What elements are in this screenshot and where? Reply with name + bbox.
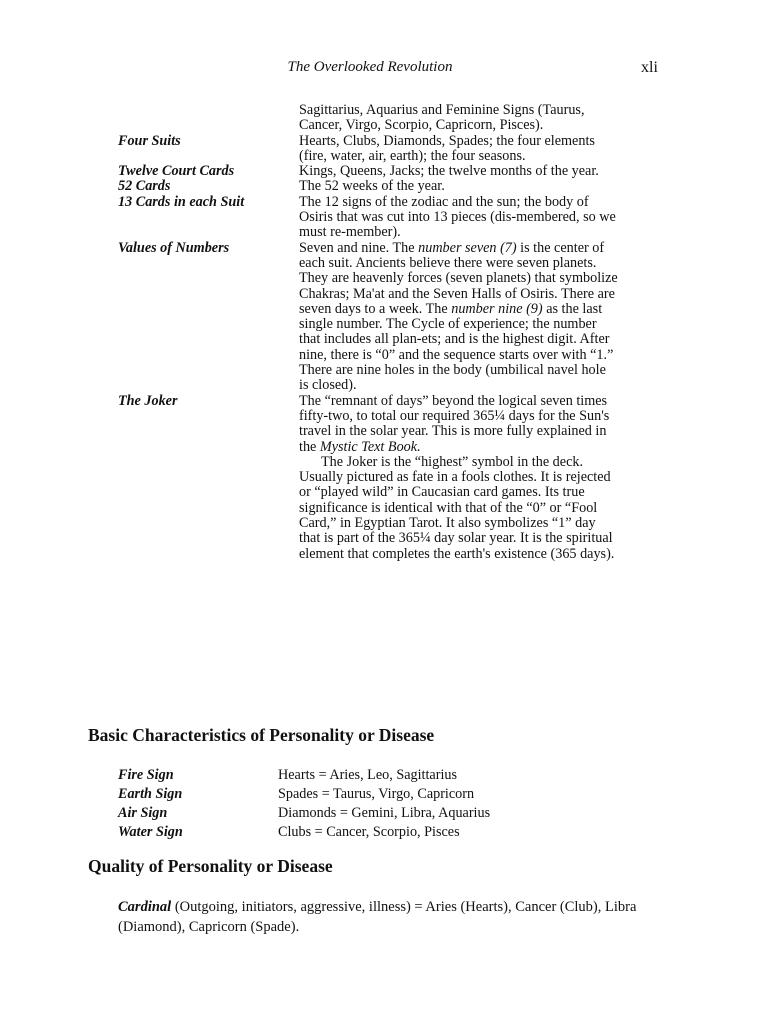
definition-row (118, 241, 618, 394)
definition-row (118, 134, 618, 165)
quality-text: (Outgoing, initiators, aggressive, illness) = Aries (Hearts), Cancer (Club), Libra (Diamond), Capricorn (Spade). (118, 899, 637, 935)
definition-term: Twelve Court Cards (118, 163, 235, 180)
definition-description (299, 241, 618, 394)
definition-term: 52 Cards (118, 178, 171, 195)
sign-name: Fire Sign (118, 767, 174, 783)
text-run: The “remnant of days” beyond the logical seven times fifty-two, to total our required 365¼ days for the Sun's travel in the solar year. This is more fully explained in the (299, 392, 610, 455)
text-run: Seven and nine. The (299, 239, 419, 256)
definition-text: The 12 signs of the zodiac and the sun; the body of Osiris that was cut into 13 pieces (dis-membered, so we must re-member). (299, 193, 616, 241)
definition-description (299, 134, 618, 165)
sign-row (118, 804, 618, 823)
italic-run: Mystic Text Book. (319, 438, 421, 455)
running-header-title: The Overlooked Revolution (287, 59, 453, 75)
definition-term: Four Suits (118, 132, 181, 149)
sign-value: Hearts = Aries, Leo, Sagittarius (278, 767, 457, 783)
sign-row (118, 823, 618, 842)
sign-row (118, 785, 618, 804)
italic-run: number nine (9) (451, 300, 543, 317)
definition-term (118, 103, 299, 134)
section-heading-basic-characteristics: Basic Characteristics of Personality or Disease (88, 725, 435, 745)
definition-description (299, 164, 618, 179)
definition-description (299, 103, 618, 134)
quality-paragraph (118, 897, 658, 937)
sign-name: Earth Sign (118, 786, 183, 802)
text-run: is the center of each suit. Ancients believe there were seven planets. They are heavenly forces (seven planets) that symbolize Chakras; Ma'at and the Seven Halls of Osiris. There are seven days to a week. The (299, 239, 618, 317)
quality-term: Cardinal (118, 899, 172, 915)
definition-row (118, 394, 618, 562)
definition-row (118, 195, 618, 241)
definition-row (118, 103, 618, 134)
definition-text: Hearts, Clubs, Diamonds, Spades; the four elements (fire, water, air, earth); the four seasons. (299, 132, 595, 164)
definition-text: The 52 weeks of the year. (299, 178, 445, 195)
sign-value: Clubs = Cancer, Scorpio, Pisces (278, 824, 460, 840)
definition-text: Kings, Queens, Jacks; the twelve months of the year. (299, 163, 599, 180)
definition-text: The Joker is the “highest” symbol in the deck. Usually pictured as fate in a fools clothes. It is rejected or “played wild” in Caucasian card games. Its true significance is identical with that of the “0” or “Fool Card,” in Egyptian Tarot. It also symbolizes “1” day that is part of the 365¼ day solar year. It is the spiritual element that completes the earth's existence (365 days). (299, 453, 615, 562)
definitions-list (118, 103, 618, 562)
section-heading-quality: Quality of Personality or Disease (88, 856, 333, 876)
sign-value: Diamonds = Gemini, Libra, Aquarius (278, 805, 491, 821)
definition-text: Sagittarius, Aquarius and Feminine Signs (Taurus, Cancer, Virgo, Scorpio, Capricorn, Pisces). (299, 102, 585, 134)
definition-text (299, 394, 618, 455)
definition-description (299, 179, 618, 194)
sign-name: Water Sign (118, 824, 183, 840)
definition-term: Values of Numbers (118, 239, 230, 256)
definition-description (299, 195, 618, 241)
signs-list (118, 766, 618, 842)
sign-row (118, 766, 618, 785)
definition-term: The Joker (118, 392, 178, 409)
definition-term: 13 Cards in each Suit (118, 193, 245, 210)
definition-row (118, 164, 618, 179)
definition-row (118, 179, 618, 194)
italic-run: number seven (7) (418, 239, 517, 256)
text-run: as the last single number. The Cycle of experience; the number that includes all plan-ets; and is the highest digit. After nine, there is “0” and the sequence starts over with “1.” There are nine holes in the body (umbilical navel hole is closed). (299, 300, 614, 394)
page-number: xli (641, 59, 658, 76)
definition-description (299, 394, 618, 562)
sign-name: Air Sign (118, 805, 168, 821)
definition-text (299, 241, 618, 394)
sign-value: Spades = Taurus, Virgo, Capricorn (278, 786, 475, 802)
